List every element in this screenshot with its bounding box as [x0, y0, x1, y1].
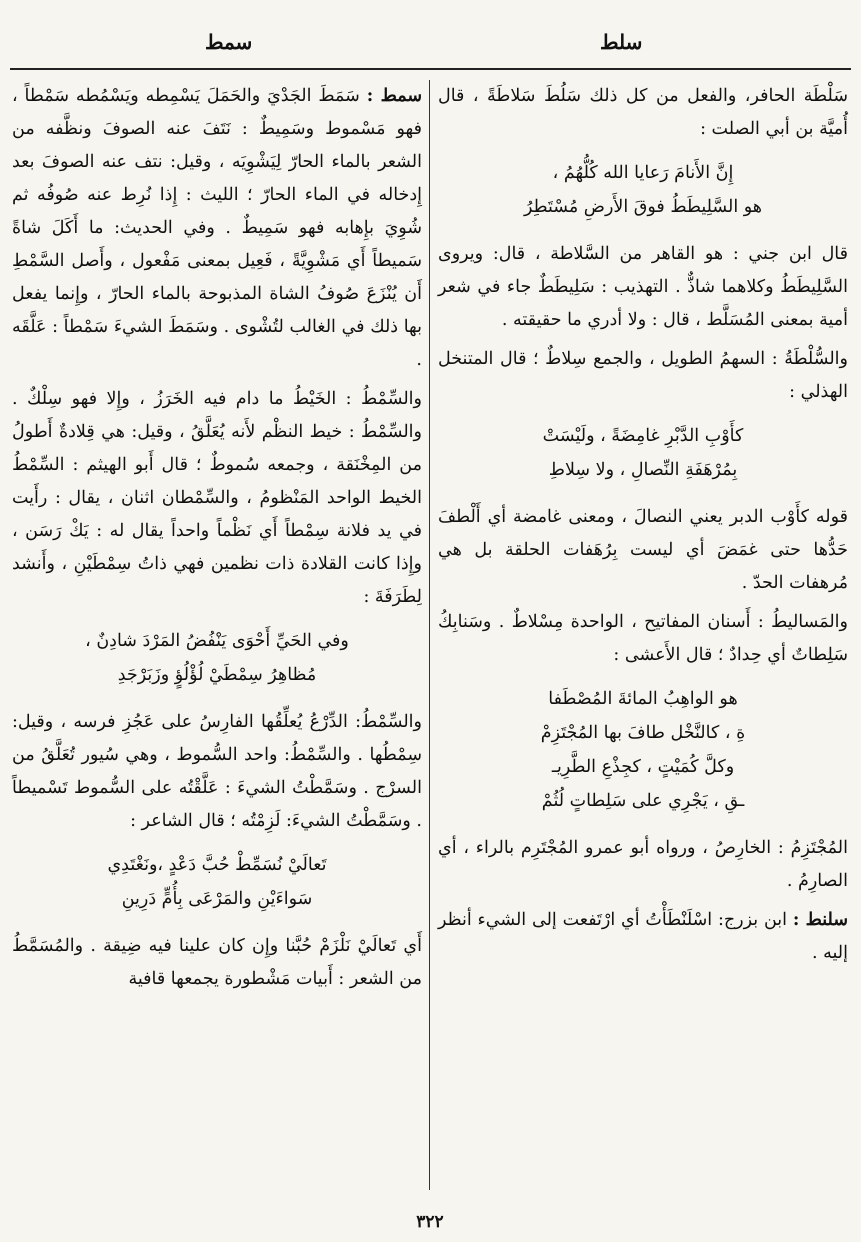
- verse-block: [12, 624, 422, 692]
- verse-line: هو الواهِبُ المائةَ المُصْطَفا: [548, 689, 738, 709]
- verse-block: [438, 682, 848, 818]
- verse-line: وفي الحَيِّ أَحْوَى يَنْفُضُ المَرْدَ شادِنٌ ،: [85, 631, 349, 651]
- entry-paragraph: والسِّمْطُ : الخَيْطُ ما دام فيه الخَرَزُ ، وإِلا فهو سِلْكٌ . والسِّمْطُ : خيط النظْم لأَنه يُعَلَّقُ ، وقيل: هي قِلادةٌ أَطولُ من المِخْنَقة ، وجمعه سُموطٌ ؛ قال أَبو الهيثم : السِّمْطُ الخيط الواحد المَنْظومُ ، والسِّمْطان اثنان ، يقال : رأَيت في يد فلانة سِمْطاً أَي نَظْماً واحداً يقال له : يَكْ رَسَن ، وإِذا كانت القلادة ذات نظمين فهي ذاتُ سِمْطَيْنِ ، وأَنشد لِطَرَفَةَ :: [12, 389, 422, 607]
- entry-paragraph: المُجْتَزِمُ : الخارِصُ ، ورواه أبو عمرو المُجْتَرِم بالراء ، أي الصارِمُ .: [438, 838, 848, 891]
- entry-text: ابن بزرج: اسْلَنْطَأْتُ أي ارْتَفعت إلى الشيء أنظر إليه .: [438, 910, 848, 963]
- headword: سلنط :: [792, 910, 848, 930]
- verse-line: مُظاهِرُ سِمْطَيْ لُؤْلُؤٍ وزَبَرْجَدِ: [117, 665, 317, 685]
- entry-paragraph: سَلْطَة الحافر، والفعل من كل ذلك سَلُطَ سَلاطَةً ، قال أُميَّة بن أبي الصلت :: [438, 86, 848, 139]
- verse-block: [438, 419, 848, 487]
- entry-paragraph: قوله كأَوْب الدبر يعني النصالَ ، ومعنى غامضة أي أَلْطفَ حَدُّها حتى غمَضَ أي ليست بِرُهَفات الحلقة بل هي مُرهفات الحدّ .: [438, 507, 848, 593]
- verse-line: تَعالَيْ نُسَمِّطْ حُبَّ دَعْدٍ ،ونَغْتَدِي: [107, 855, 327, 875]
- verse-block: [438, 156, 848, 224]
- entry-paragraph: [12, 80, 422, 377]
- left-column: [12, 80, 422, 1002]
- verse-line: كأَوْبِ الدَّبْرِ غامِضَةً ، ولَيْسَتْ: [542, 426, 744, 446]
- entry-paragraph: [438, 904, 848, 970]
- entry-text: سَمَطَ الجَدْيَ والحَمَلَ يَسْمِطه ويَسْمُطه سَمْطاً ، فهو مَسْموط وسَمِيطٌ : نَتَفَ عنه الصوفَ ونظَّفه من الشعر بالماء الحارّ لِيَشْوِيَه ، وقيل: نتف عنه الصوفَ بعد إِدخاله في الماء الحارّ ؛ الليث : إِذا نُرِط عنه صُوفُه ثم شُوِيَ بإِهابه فهو سَمِيطٌ . وفي الحديث: ما أَكَلَ شاةً سَميطاً أَي مَشْوِيَّةً ، فَعِيل بمعنى مَفْعول ، وأَصل السَّمْطِ أَن يُنْزَعَ صُوفُ الشاة المذبوحة بالماء الحارّ ، وإِنما يفعل بها ذلك في الغالب لتُشْوى . وسَمَطَ الشيءَ سَمْطاً : عَلَّقَه .: [12, 86, 422, 370]
- header-left-title: سمط: [205, 30, 253, 54]
- headword: سمط :: [366, 86, 422, 106]
- verse-line: هو السَّلِيطَطُ فوقَ الأَرضِ مُسْتَطِرُ: [523, 197, 763, 217]
- verse-line: إِنَّ الأَنامَ رَعايا الله كُلُّهُمُ ،: [552, 163, 734, 183]
- verse-line: ةِ ، كالنَّخْل طافَ بها المُجْتَزِمْ: [540, 723, 746, 743]
- verse-line: وكلَّ كُمَيْتٍ ، كجِذْعِ الطَّرِيـ: [551, 757, 735, 777]
- verse-line: ـقِ ، يَجْرِي على سَلِطاتٍ لُثُمْ: [541, 791, 745, 811]
- header-right-title: سلط: [600, 30, 643, 54]
- entry-paragraph: والسِّمْطُ: الدِّرْعُ يُعلِّقُها الفارِسُ على عَجُزِ فرسه ، وقيل: سِمْطُها . والسِّمْطُ: واحد السُّموط ، وهي سُيور تُعَلَّقُ من السرْج . وسَمَّطْتُ الشيءَ : عَلَّقْتُه على السُّموط تَسْميطاً . وسَمَّطْتُ الشيءَ: لَزِمْتُه ؛ قال الشاعر :: [12, 712, 422, 831]
- entry-paragraph: والسُّلْطَةُ : السهمُ الطويل ، والجمع سِلاطٌ ؛ قال المتنخل الهذلي :: [438, 349, 848, 402]
- page-number: ٣٢٢: [416, 1212, 444, 1232]
- verse-block: [12, 848, 422, 916]
- verse-line: سَواءَيْنِ والمَرْعَى بِأُمٍّ دَرِينِ: [121, 889, 313, 909]
- entry-paragraph: أَي تَعالَيْ نَلْزَمْ حُبَّنا وإِن كان علينا فيه ضِيقة . والمُسَمَّطُ من الشعر : أَبيات مَشْطورة يجمعها قافية: [12, 936, 422, 989]
- header-rule: [10, 68, 851, 70]
- column-divider: [429, 80, 430, 1190]
- verse-line: بِمُرْهَفَةِ النِّصالِ ، ولا سِلاطِ: [548, 460, 738, 480]
- entry-paragraph: والمَساليطُ : أَسنان المفاتيح ، الواحدة مِسْلاطٌ . وسَنابِكُ سَلِطاتٌ أي حِدادٌ ؛ قال الأَعشى :: [438, 612, 848, 665]
- right-column: [438, 80, 848, 976]
- entry-paragraph: قال ابن جني : هو القاهر من السَّلاطة ، قال: ويروى السَّلِيطَطُ وكلاهما شاذٌّ . التهذيب : سَلِيطَطٌ جاء في شعر أمية بمعنى المُسَلَّط ، قال : ولا أدري ما حقيقته .: [438, 244, 848, 330]
